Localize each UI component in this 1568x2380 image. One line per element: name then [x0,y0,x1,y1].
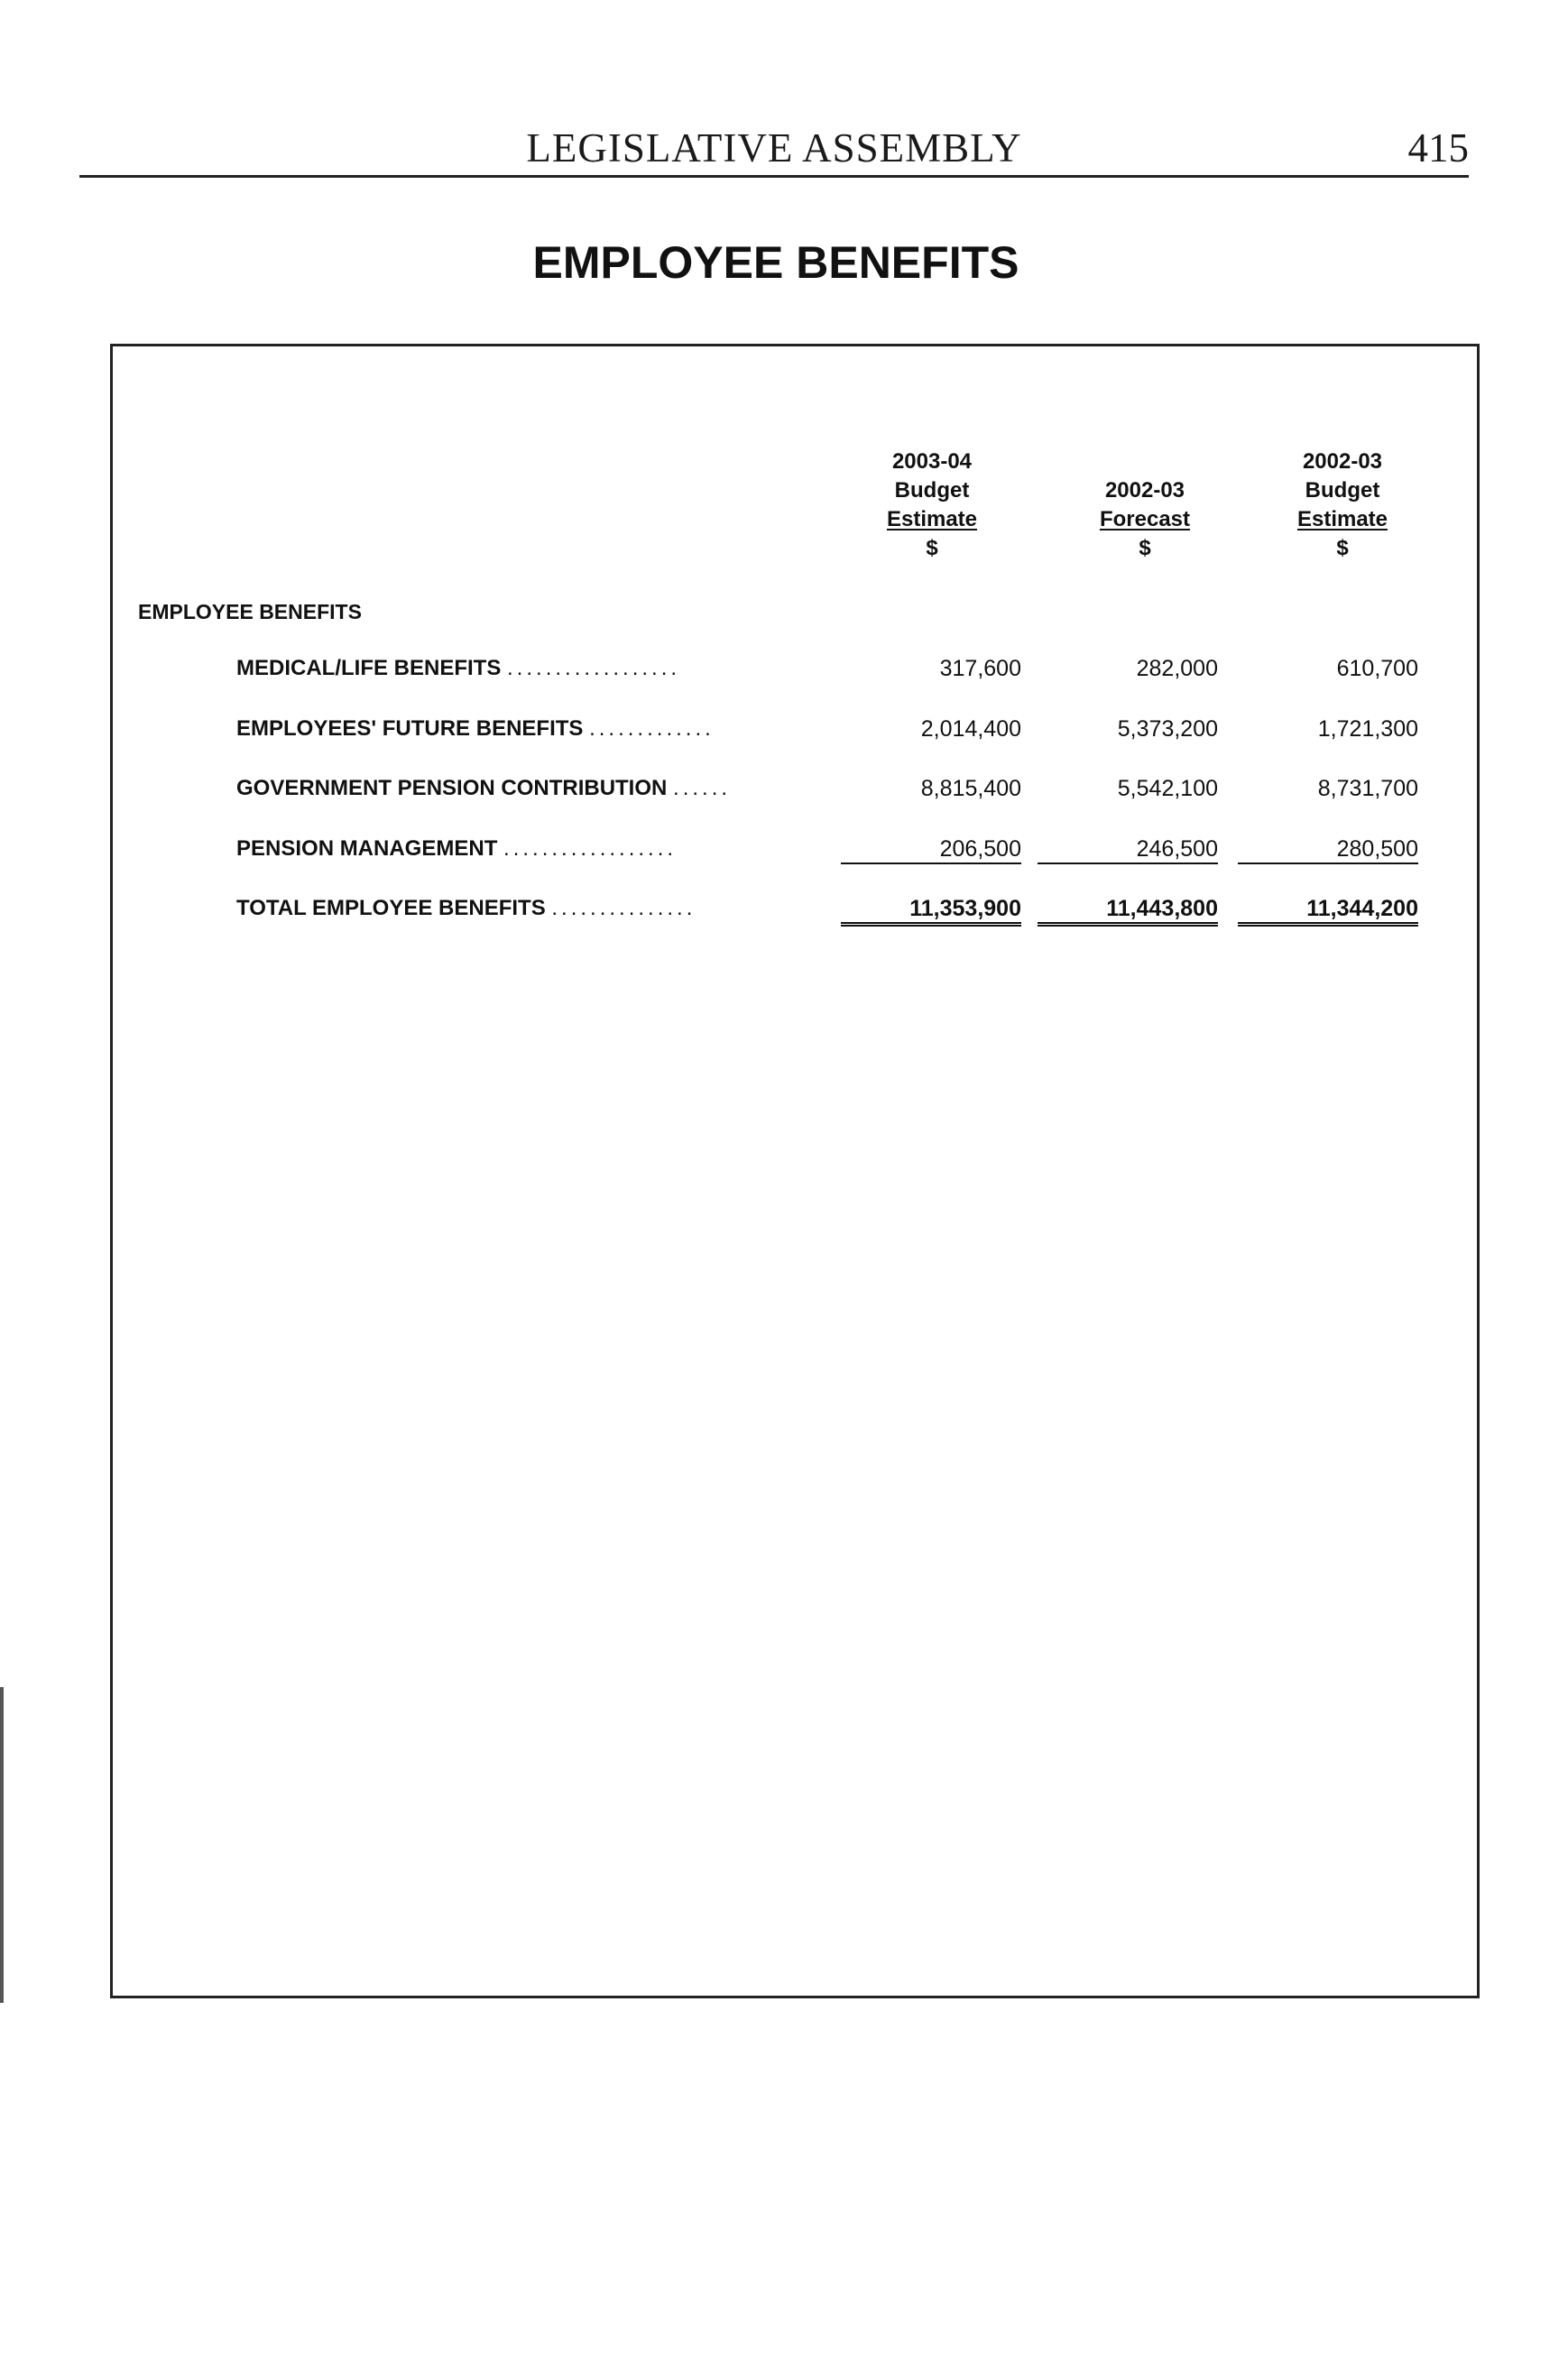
scan-edge-line [0,1687,4,2003]
row-label-text: EMPLOYEES' FUTURE BENEFITS [236,716,584,741]
value-budget-2003-04: 2,014,400 [920,716,1021,742]
value-forecast-2002-03: 5,373,200 [1117,716,1218,742]
row-label [236,836,827,862]
value-budget-2002-03: 1,721,300 [1317,716,1418,742]
leader-dots: ...... [673,776,732,800]
value-budget-2003-04: 317,600 [939,656,1021,681]
total-forecast-2002-03: 11,443,800 [1038,896,1218,927]
value-budget-2002-03: 610,700 [1336,656,1418,681]
column-header-forecast-2002-03 [1037,476,1253,563]
value-budget-2003-04: 8,815,400 [920,776,1021,801]
value-forecast-2002-03: 282,000 [1136,656,1218,681]
page-title: EMPLOYEE BENEFITS [532,237,1019,288]
column-header-budget-2002-03 [1234,447,1451,563]
page-number: 415 [1407,125,1469,171]
total-budget-2002-03: 11,344,200 [1238,896,1418,927]
value-forecast-2002-03: 5,542,100 [1117,776,1218,801]
value-budget-2002-03: 280,500 [1238,836,1418,864]
row-label-text: MEDICAL/LIFE BENEFITS [236,656,502,680]
leader-dots: .................. [503,836,678,861]
row-label-text: GOVERNMENT PENSION CONTRIBUTION [236,776,668,800]
value-budget-2002-03: 8,731,700 [1317,776,1418,801]
assembly-title: LEGISLATIVE ASSEMBLY [526,125,1022,171]
column-subtype: Estimate [1296,507,1388,531]
value-budget-2003-04: 206,500 [841,836,1021,864]
row-label [236,896,827,921]
header-rule [79,175,1469,178]
row-label-text: PENSION MANAGEMENT [236,836,498,861]
row-label [236,776,827,801]
row-label [236,716,827,742]
column-type: Budget [894,478,970,503]
table-frame [110,344,1480,1998]
column-unit: $ [1336,536,1349,560]
column-header-budget-2003-04 [824,447,1040,563]
column-unit: $ [1139,536,1151,560]
row-label [236,656,827,681]
column-subtype: Estimate [886,507,978,531]
leader-dots: ............... [551,896,696,920]
column-year: 2003-04 [891,449,973,474]
column-year: 2002-03 [1302,449,1383,474]
value-forecast-2002-03: 246,500 [1038,836,1218,864]
row-label-text: TOTAL EMPLOYEE BENEFITS [236,896,546,920]
column-year: 2002-03 [1104,478,1185,503]
leader-dots: ............. [589,716,715,741]
column-unit: $ [926,536,938,560]
column-subtype: Forecast [1099,507,1191,531]
total-budget-2003-04: 11,353,900 [841,896,1021,927]
running-header [79,125,1469,179]
section-label: EMPLOYEE BENEFITS [138,600,362,623]
leader-dots: .................. [507,656,681,680]
column-type: Budget [1305,478,1380,503]
